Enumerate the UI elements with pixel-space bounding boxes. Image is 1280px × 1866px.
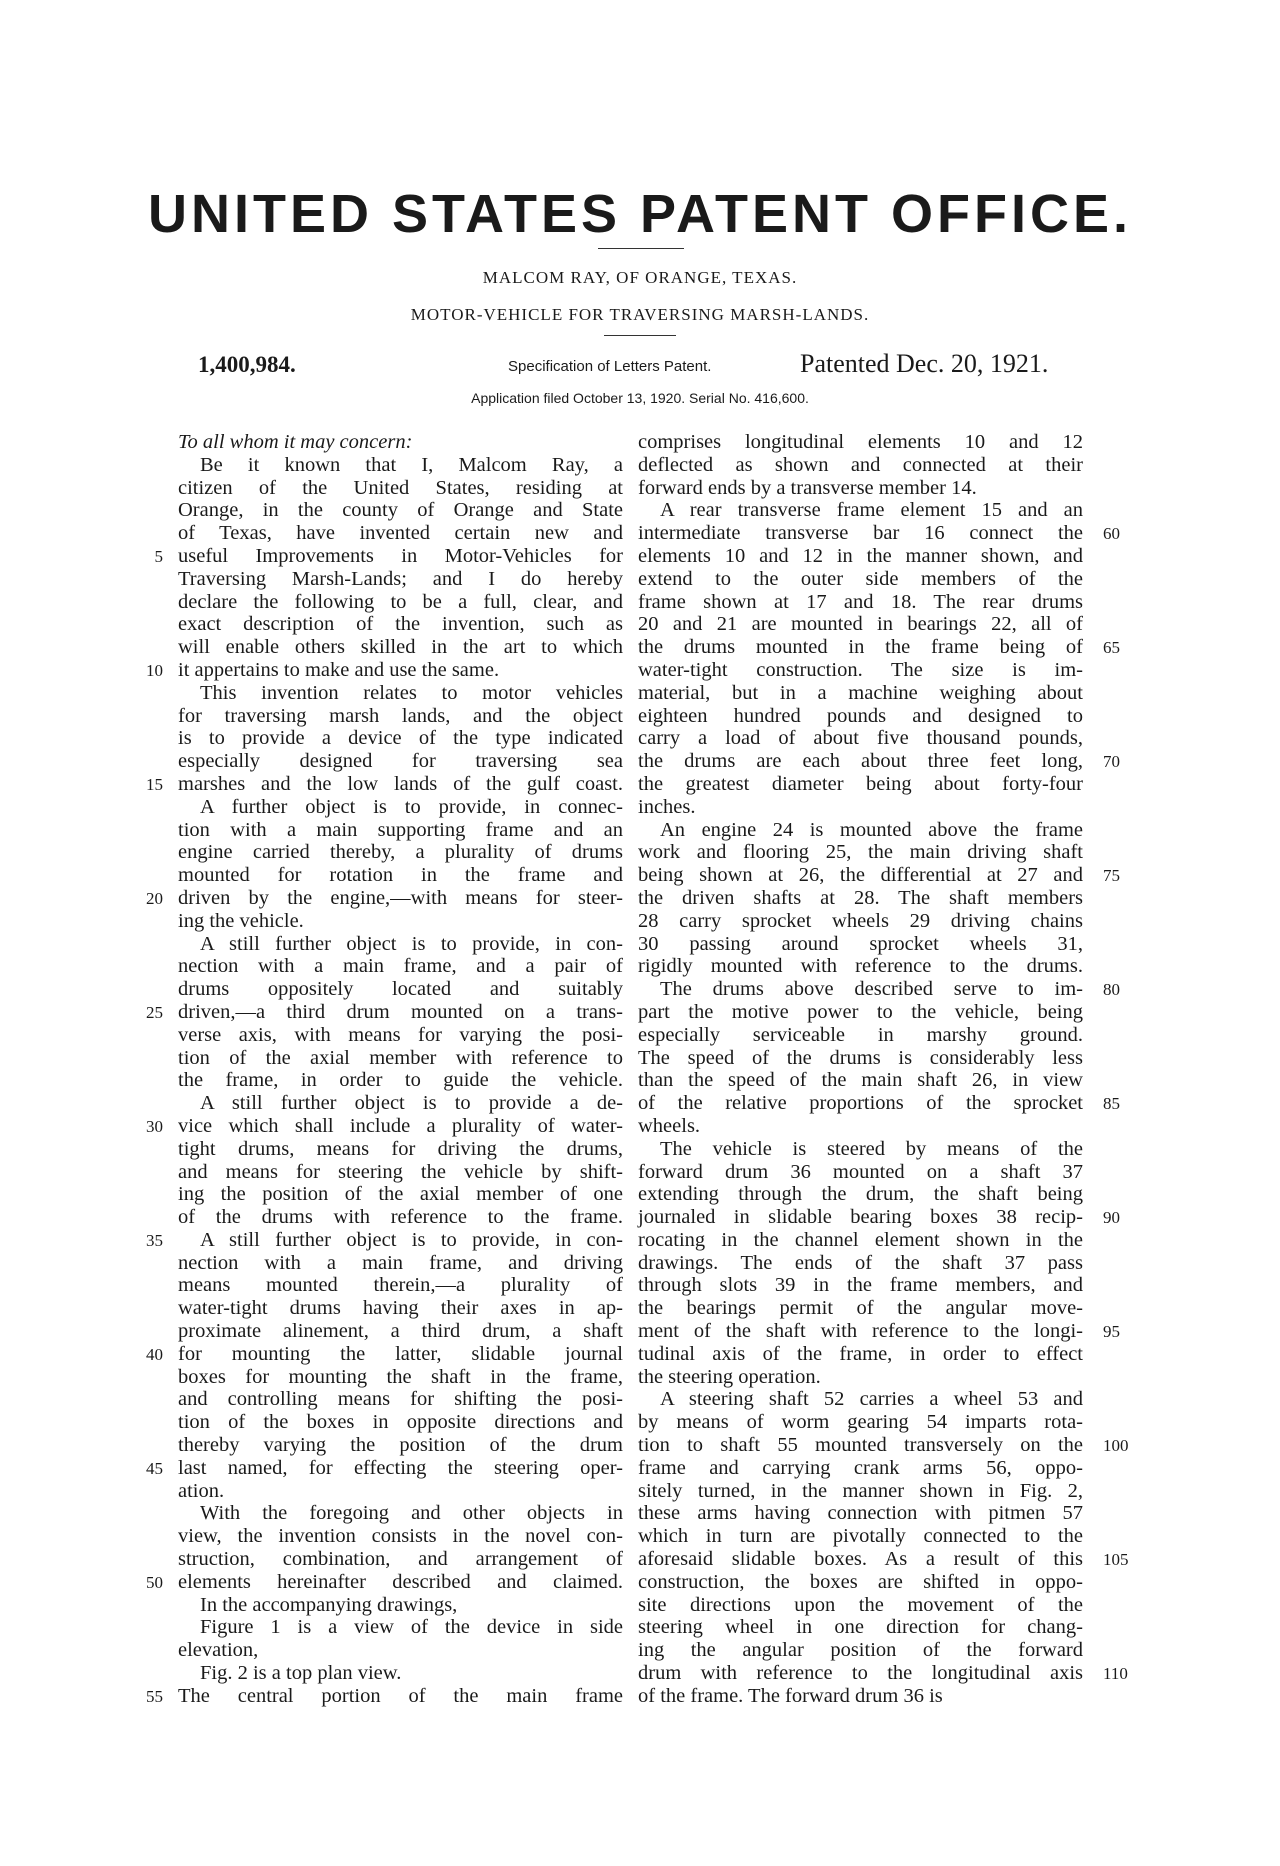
left-text-line: A further object is to provide, in connec- [200,795,623,818]
right-text-line: forward ends by a transverse member 14. [638,476,977,499]
left-text-line: and means for steering the vehicle by shift- [178,1160,623,1183]
left-text-line: Be it known that I, Malcom Ray, a [200,453,623,476]
left-text-line: last named, for effecting the steering oper- [178,1456,623,1479]
left-text-line: Figure 1 is a view of the device in side [200,1616,623,1639]
left-text-line: driven by the engine,—with means for steer- [178,886,623,909]
left-text-line: tion of the axial member with reference to [178,1046,623,1069]
left-text-line: With the foregoing and other objects in [200,1502,623,1525]
right-text-line: tudinal axis of the frame, in order to effect [638,1342,1083,1365]
line-number: 65 [1103,638,1120,658]
right-text-line: especially serviceable in marshy ground. [638,1023,1083,1046]
right-text-line: The vehicle is steered by means of the [660,1137,1083,1160]
left-text-line: driven,—a third drum mounted on a trans- [178,1000,623,1023]
right-text-line: The drums above described serve to im- [660,978,1083,1001]
left-text-line: tight drums, means for driving the drums, [178,1137,623,1160]
right-text-line: of the relative proportions of the sprocket [638,1092,1083,1115]
right-text-column [638,431,1083,1708]
right-text-line: rigidly mounted with reference to the drums. [638,955,1083,978]
patented-date: Patented Dec. 20, 1921. [800,349,1049,378]
left-text-line: the frame, in order to guide the vehicle. [178,1069,623,1092]
right-text-line: frame shown at 17 and 18. The rear drums [638,590,1083,613]
right-text-line: the greatest diameter being about forty-four [638,772,1083,795]
left-text-line: declare the following to be a full, clear, and [178,590,623,613]
line-number: 10 [146,661,163,680]
line-number: 100 [1103,1436,1129,1456]
patent-number: 1,400,984. [198,352,296,377]
right-text-line: tion to shaft 55 mounted transversely on the [638,1434,1083,1457]
line-number: 60 [1103,524,1120,544]
right-text-line: drawings. The ends of the shaft 37 pass [638,1251,1083,1274]
line-number: 30 [146,1117,163,1136]
right-text-line: comprises longitudinal elements 10 and 12 [638,431,1083,453]
left-text-line: elevation, [178,1639,259,1662]
right-text-line: the steering operation. [638,1365,821,1388]
left-text-line: water-tight drums having their axes in ap- [178,1297,623,1320]
left-text-line: of Texas, have invented certain new and [178,522,623,545]
right-text-line: being shown at 26, the differential at 27 and [638,864,1083,887]
right-text-line: journaled in slidable bearing boxes 38 recip- [638,1206,1083,1229]
left-text-line: engine carried thereby, a plurality of drums [178,841,623,864]
right-text-line: ment of the shaft with reference to the longi- [638,1320,1083,1343]
right-text-line: deflected as shown and connected at their [638,453,1083,476]
left-text-line: elements hereinafter described and claimed. [178,1570,623,1593]
line-number: 80 [1103,980,1120,1000]
left-text-line: nection with a main frame, and a pair of [178,955,623,978]
left-text-line: tion with a main supporting frame and an [178,818,623,841]
right-text-line: forward drum 36 mounted on a shaft 37 [638,1160,1083,1183]
right-text-line: the bearings permit of the angular move- [638,1297,1083,1320]
left-text-column [178,431,623,1708]
right-text-line: work and flooring 25, the main driving shaft [638,841,1083,864]
right-text-line: water-tight construction. The size is im- [638,658,1083,681]
right-text-line: The speed of the drums is considerably less [638,1046,1083,1069]
right-text-line: drum with reference to the longitudinal axis [638,1662,1083,1685]
right-text-line: frame and carrying crank arms 56, oppo- [638,1456,1083,1479]
left-text-line: citizen of the United States, residing at [178,476,623,499]
left-text-line: To all whom it may concern: [178,431,413,453]
left-text-line: is to provide a device of the type indicated [178,727,623,750]
left-text-line: verse axis, with means for varying the posi- [178,1023,623,1046]
right-text-line: of the frame. The forward drum 36 is [638,1684,943,1707]
line-number: 95 [1103,1322,1120,1342]
left-text-line: Traversing Marsh-Lands; and I do hereby [178,567,623,590]
left-text-line: A still further object is to provide, in con- [200,932,623,955]
left-text-line: for mounting the latter, slidable journal [178,1342,623,1365]
invention-rule [604,335,676,336]
line-number: 50 [146,1573,163,1592]
title-rule [598,248,684,249]
right-text-line: extend to the outer side members of the [638,567,1083,590]
right-text-line: the driven shafts at 28. The shaft members [638,886,1083,909]
right-text-line: aforesaid slidable boxes. As a result of this [638,1548,1083,1571]
left-text-line: proximate alinement, a third drum, a shaft [178,1320,623,1343]
right-text-line: A steering shaft 52 carries a wheel 53 and [660,1388,1083,1411]
right-text-line: elements 10 and 12 in the manner shown, and [638,544,1083,567]
line-number: 85 [1103,1094,1120,1114]
line-number: 75 [1103,866,1120,886]
right-text-line: steering wheel in one direction for chang- [638,1616,1083,1639]
invention-title: MOTOR-VEHICLE FOR TRAVERSING MARSH-LANDS. [410,305,870,324]
right-text-line: which in turn are pivotally connected to the [638,1525,1083,1548]
right-text-line: the drums are each about three feet long, [638,750,1083,773]
right-text-line: sitely turned, in the manner shown in Fig. 2, [638,1479,1083,1502]
left-text-line: thereby varying the position of the drum [178,1434,623,1457]
left-text-line: tion of the boxes in opposite directions and [178,1411,623,1434]
left-text-line: ing the position of the axial member of one [178,1183,623,1206]
right-text-line: 20 and 21 are mounted in bearings 22, all of [638,613,1083,636]
right-text-line: than the speed of the main shaft 26, in view [638,1069,1083,1092]
left-text-line: and controlling means for shifting the posi- [178,1388,623,1411]
left-text-line: mounted for rotation in the frame and [178,864,623,887]
line-number: 35 [146,1231,163,1250]
right-text-line: intermediate transverse bar 16 connect the [638,522,1083,545]
left-text-line: especially designed for traversing sea [178,750,623,773]
left-text-line: struction, combination, and arrangement of [178,1548,623,1571]
left-text-line: ing the vehicle. [178,909,304,932]
line-number: 40 [146,1345,163,1364]
left-text-line: A still further object is to provide, in con- [200,1228,623,1251]
left-text-line: will enable others skilled in the art to which [178,636,623,659]
left-text-line: The central portion of the main frame [178,1684,623,1707]
application-line: Application filed October 13, 1920. Serial No. 416,600. [471,390,809,406]
line-number: 70 [1103,752,1120,772]
left-text-line: useful Improvements in Motor-Vehicles for [178,544,623,567]
left-text-line: it appertains to make and use the same. [178,658,500,681]
left-text-line: This invention relates to motor vehicles [200,681,623,704]
line-number: 25 [146,1003,163,1022]
left-text-line: A still further object is to provide a de- [200,1092,623,1115]
right-text-line: by means of worm gearing 54 imparts rota- [638,1411,1083,1434]
left-text-line: vice which shall include a plurality of water- [178,1114,623,1137]
left-text-line: nection with a main frame, and driving [178,1251,623,1274]
right-text-line: ing the angular position of the forward [638,1639,1083,1662]
line-number: 15 [146,775,163,794]
left-text-line: view, the invention consists in the novel con- [178,1525,623,1548]
right-text-line: the drums mounted in the frame being of [638,636,1083,659]
right-text-line: rocating in the channel element shown in the [638,1228,1083,1251]
right-text-line: wheels. [638,1114,701,1137]
right-text-line: carry a load of about five thousand pounds, [638,727,1083,750]
left-text-line: Orange, in the county of Orange and State [178,499,623,522]
right-text-line: part the motive power to the vehicle, being [638,1000,1083,1023]
right-text-line: through slots 39 in the frame members, and [638,1274,1083,1297]
left-text-line: exact description of the invention, such as [178,613,623,636]
line-number: 45 [146,1459,163,1478]
line-number: 55 [146,1687,163,1706]
left-text-line: of the drums with reference to the frame. [178,1206,623,1229]
right-text-line: 28 carry sprocket wheels 29 driving chains [638,909,1083,932]
right-text-line: construction, the boxes are shifted in oppo- [638,1570,1083,1593]
inventor-line: MALCOM RAY, OF ORANGE, TEXAS. [482,268,798,287]
line-number: 20 [146,889,163,908]
right-text-line: site directions upon the movement of the [638,1593,1083,1616]
left-text-line: ation. [178,1479,225,1502]
line-number: 110 [1103,1664,1128,1684]
left-text-line: boxes for mounting the shaft in the frame, [178,1365,623,1388]
right-text-line: A rear transverse frame element 15 and an [660,499,1083,522]
left-text-line: means mounted therein,—a plurality of [178,1274,623,1297]
right-text-line: extending through the drum, the shaft being [638,1183,1083,1206]
right-text-line: these arms having connection with pitmen 57 [638,1502,1083,1525]
line-number: 105 [1103,1550,1129,1570]
line-number: 90 [1103,1208,1120,1228]
right-text-line: An engine 24 is mounted above the frame [660,818,1083,841]
right-text-line: eighteen hundred pounds and designed to [638,704,1083,727]
specification-label: Specification of Letters Patent. [508,358,712,375]
right-text-line: 30 passing around sprocket wheels 31, [638,932,1083,955]
left-text-line: marshes and the low lands of the gulf coast. [178,772,623,795]
left-text-line: Fig. 2 is a top plan view. [200,1662,402,1685]
left-text-line: drums oppositely located and suitably [178,978,623,1001]
right-text-line: material, but in a machine weighing about [638,681,1083,704]
right-text-line: inches. [638,795,696,818]
line-number: 5 [154,547,163,566]
left-text-line: In the accompanying drawings, [200,1593,458,1616]
left-text-line: for traversing marsh lands, and the object [178,704,623,727]
office-title: UNITED STATES PATENT OFFICE. [148,184,1132,244]
